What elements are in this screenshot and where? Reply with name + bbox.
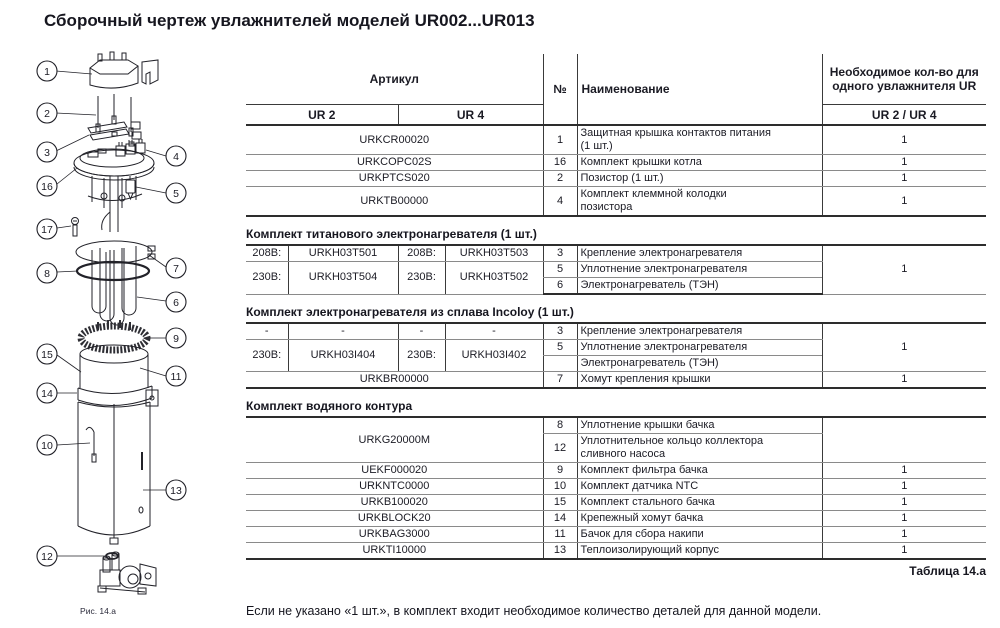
column-header-qty: Необходимое кол-во для одного увлажнителя UR (822, 54, 986, 105)
part-name-cell: Хомут крепления крышки (577, 372, 822, 389)
part-name-cell: Комплект датчика NTC (577, 479, 822, 495)
table-row (246, 527, 986, 543)
voltage-cell: 230В: (246, 262, 288, 295)
artikul-cell: URKH03T504 (288, 262, 398, 295)
artikul-cell: URKH03T501 (288, 245, 398, 262)
page-title: Сборочный чертеж увлажнителей моделей UR002...UR013 (44, 11, 535, 30)
part-probe-drawing (86, 427, 96, 462)
row-number-cell: 5 (543, 340, 577, 356)
part-name-cell: Крепление электронагревателя (577, 323, 822, 340)
table-row (246, 155, 986, 171)
artikul-cell: URKNTC0000 (246, 479, 543, 495)
callout-14 (37, 383, 77, 403)
table-row (246, 463, 986, 479)
artikul-cell: - (445, 323, 543, 340)
row-number-cell: 10 (543, 479, 577, 495)
section-title-water-circuit: Комплект водяного контура (246, 399, 413, 413)
part-name-cell: Электронагреватель (ТЭН) (577, 356, 822, 372)
column-header-name: Наименование (577, 54, 822, 125)
callout-11 (140, 366, 186, 386)
artikul-cell: URKB100020 (246, 495, 543, 511)
section-title-titanium-heater: Комплект титанового электронагревателя (1 шт.) (246, 227, 537, 241)
part-name-cell: Уплотнение крышки бачка (577, 417, 822, 434)
section-title-incoloy-heater: Комплект электронагревателя из сплава Incoloy (1 шт.) (246, 305, 574, 319)
svg-text:5: 5 (173, 188, 179, 200)
part-name-cell: Комплект клеммной колодки позистора (577, 187, 822, 217)
artikul-cell: - (288, 323, 398, 340)
table-row (246, 543, 986, 560)
qty-cell: 1 (822, 543, 986, 560)
qty-cell: 1 (822, 245, 986, 294)
voltage-cell: - (246, 323, 288, 340)
row-number-cell: 4 (543, 187, 577, 217)
voltage-cell: 208В: (398, 245, 445, 262)
row-number-cell: 15 (543, 495, 577, 511)
callout-9 (150, 328, 186, 348)
svg-text:3: 3 (44, 147, 50, 159)
part-screw-drawing (72, 218, 79, 237)
callout-13 (143, 480, 186, 500)
artikul-cell: URKBAG3000 (246, 527, 543, 543)
row-number-cell: 1 (543, 125, 577, 155)
artikul-cell: URKTI10000 (246, 543, 543, 560)
svg-text:15: 15 (41, 349, 53, 361)
figure-caption: Рис. 14.а (80, 606, 116, 616)
voltage-cell: 208В: (246, 245, 288, 262)
row-number-cell: 13 (543, 543, 577, 560)
svg-text:4: 4 (173, 151, 179, 163)
svg-text:11: 11 (170, 371, 182, 383)
voltage-cell: 230В: (398, 262, 445, 295)
voltage-cell: - (398, 323, 445, 340)
parts-table-area (246, 54, 986, 618)
column-header-qty-sub: UR 2 / UR 4 (822, 105, 986, 126)
part-name-cell: Крепление электронагревателя (577, 245, 822, 262)
table-caption: Таблица 14.а (909, 564, 986, 578)
artikul-cell: URKG20000M (246, 417, 543, 463)
svg-text:10: 10 (41, 440, 53, 452)
svg-text:13: 13 (170, 485, 182, 497)
callout-1 (37, 61, 92, 81)
svg-text:7: 7 (173, 263, 179, 275)
parts-table-titanium-heater (246, 244, 986, 295)
svg-text:14: 14 (41, 388, 53, 400)
row-number-cell: 8 (543, 417, 577, 434)
callout-8 (37, 263, 78, 283)
part-ring-clamp-drawing (76, 241, 155, 263)
part-name-cell: Бачок для сбора накипи (577, 527, 822, 543)
qty-cell: 1 (822, 463, 986, 479)
qty-cell (822, 417, 986, 463)
callout-17 (37, 219, 71, 239)
artikul-cell: URKCR00020 (246, 125, 543, 155)
table-row (246, 187, 986, 217)
part-name-cell: Комплект стального бачка (577, 495, 822, 511)
row-number-cell: 5 (543, 262, 577, 278)
row-number-cell: 14 (543, 511, 577, 527)
part-name-cell: Теплоизолирующий корпус (577, 543, 822, 560)
qty-cell: 1 (822, 495, 986, 511)
assembly-exploded-diagram (0, 36, 240, 628)
table-row (246, 417, 986, 434)
table-row (246, 125, 986, 155)
qty-cell: 1 (822, 125, 986, 155)
table-row (246, 323, 986, 340)
row-number-cell: 11 (543, 527, 577, 543)
column-header-ur4: UR 4 (398, 105, 543, 126)
callout-15 (37, 344, 81, 372)
svg-text:16: 16 (41, 181, 53, 193)
artikul-cell: URKH03I402 (445, 340, 543, 372)
table-row (246, 511, 986, 527)
part-name-cell: Защитная крышка контактов питания (1 шт.) (577, 125, 822, 155)
qty-cell: 1 (822, 323, 986, 372)
callout-3 (37, 135, 89, 162)
qty-cell: 1 (822, 511, 986, 527)
part-name-cell: Позистор (1 шт.) (577, 171, 822, 187)
part-name-cell: Уплотнение электронагревателя (577, 340, 822, 356)
part-name-cell: Комплект крышки котла (577, 155, 822, 171)
row-number-cell: 6 (543, 278, 577, 295)
svg-text:8: 8 (44, 268, 50, 280)
callout-10 (37, 435, 90, 455)
column-header-ur2: UR 2 (246, 105, 398, 126)
qty-cell: 1 (822, 171, 986, 187)
artikul-cell: URKBR00000 (246, 372, 543, 389)
artikul-cell: URKH03I404 (288, 340, 398, 372)
footnote-text: Если не указано «1 шт.», в комплект входит необходимое количество деталей для данной модели. (246, 604, 822, 618)
svg-text:9: 9 (173, 333, 179, 345)
row-number-cell: 9 (543, 463, 577, 479)
qty-cell: 1 (822, 479, 986, 495)
svg-text:6: 6 (173, 297, 179, 309)
part-pump-drawing (98, 552, 156, 594)
svg-text:1: 1 (44, 66, 50, 78)
artikul-cell: URKH03T502 (445, 262, 543, 295)
part-flange-drawing (74, 139, 154, 232)
artikul-cell: URKBLOCK20 (246, 511, 543, 527)
qty-cell: 1 (822, 187, 986, 217)
callout-12 (37, 546, 105, 566)
voltage-cell: 230В: (246, 340, 288, 372)
table-row (246, 245, 986, 262)
row-number-cell: 12 (543, 434, 577, 463)
artikul-cell: UEKF000020 (246, 463, 543, 479)
parts-table-incoloy-heater (246, 322, 986, 389)
row-number-cell: 7 (543, 372, 577, 389)
callout-4 (146, 146, 186, 166)
voltage-cell: 230В: (398, 340, 445, 372)
part-name-cell: Комплект фильтра бачка (577, 463, 822, 479)
row-number-cell: 3 (543, 245, 577, 262)
row-number-cell: 3 (543, 323, 577, 340)
part-outer-housing-drawing (78, 402, 150, 544)
parts-table-water-circuit (246, 416, 986, 560)
part-name-cell: Уплотнительное кольцо коллектора сливного насоса (577, 434, 822, 463)
part-name-cell: Электронагреватель (ТЭН) (577, 278, 822, 295)
row-number-cell (543, 356, 577, 372)
callout-7 (149, 255, 186, 278)
table-row (246, 495, 986, 511)
part-name-cell: Уплотнение электронагревателя (577, 262, 822, 278)
part-oring-drawing (77, 262, 149, 280)
artikul-cell: URKTB00000 (246, 187, 543, 217)
artikul-cell: URKCOPC02S (246, 155, 543, 171)
artikul-cell: URKH03T503 (445, 245, 543, 262)
table-row (246, 479, 986, 495)
table-row (246, 372, 986, 389)
callout-2 (37, 103, 96, 123)
part-heater-drawing (92, 246, 136, 325)
part-name-cell: Крепежный хомут бачка (577, 511, 822, 527)
row-number-cell: 16 (543, 155, 577, 171)
callout-6 (137, 292, 186, 312)
svg-text:17: 17 (41, 224, 53, 236)
svg-text:2: 2 (44, 108, 50, 120)
part-cover-drawing (90, 52, 158, 88)
column-header-number: № (543, 54, 577, 125)
callout-16 (37, 168, 77, 196)
parts-table-main (246, 54, 986, 217)
row-number-cell: 2 (543, 171, 577, 187)
qty-cell: 1 (822, 372, 986, 389)
artikul-cell: URKPTCS020 (246, 171, 543, 187)
qty-cell: 1 (822, 155, 986, 171)
column-header-artikul: Артикул (246, 54, 543, 105)
svg-text:12: 12 (41, 551, 53, 563)
table-row (246, 171, 986, 187)
callout-5 (136, 183, 186, 203)
qty-cell: 1 (822, 527, 986, 543)
